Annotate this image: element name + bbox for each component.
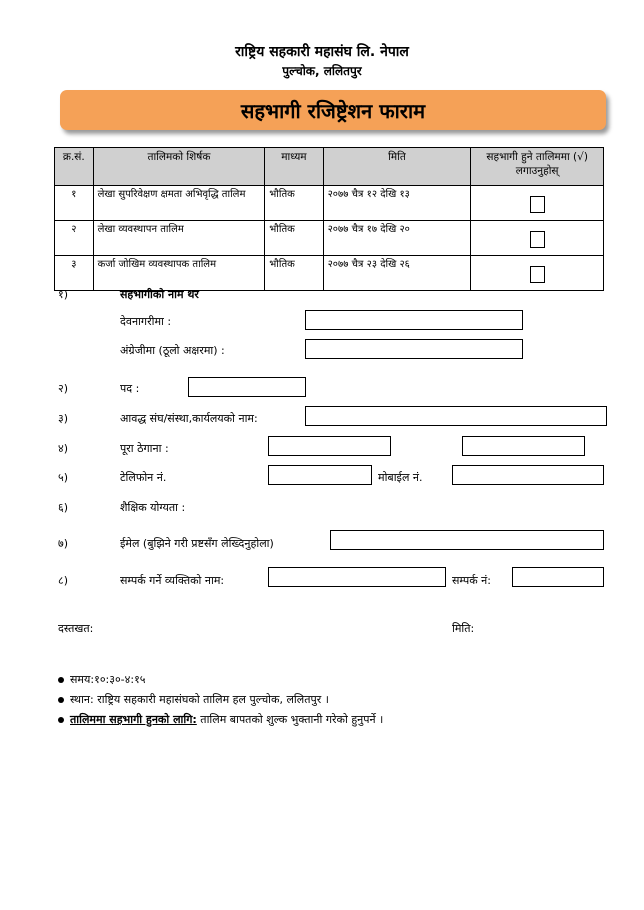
row-date: २०७७ चैत्र १२ देखि १३ bbox=[323, 186, 471, 221]
signature-label: दस्तखत: bbox=[58, 622, 94, 635]
row-sn: २ bbox=[55, 221, 94, 256]
telephone-input[interactable] bbox=[268, 465, 372, 485]
col-header-title: तालिमको शिर्षक bbox=[93, 148, 265, 186]
row-mode: भौतिक bbox=[265, 186, 323, 221]
note-place-text: स्थान: राष्ट्रिय सहकारी महासंघको तालिम हल पुल्चोक, ललितपुर । bbox=[70, 693, 329, 706]
note-place bbox=[58, 692, 329, 707]
select-checkbox[interactable] bbox=[530, 196, 545, 213]
table-row bbox=[55, 221, 604, 256]
participant-name-heading: सहभागीको नाम थर bbox=[120, 288, 199, 301]
col-header-sn: क्र.सं. bbox=[55, 148, 94, 186]
bullet-icon bbox=[58, 697, 64, 703]
bullet-icon bbox=[58, 677, 64, 683]
post-input[interactable] bbox=[188, 377, 306, 397]
education-label: शैक्षिक योग्यता : bbox=[120, 501, 186, 514]
mobile-input[interactable] bbox=[452, 465, 604, 485]
row-sn: ३ bbox=[55, 256, 94, 291]
form-title: सहभागी रजिष्ट्रेशन फाराम bbox=[240, 98, 426, 123]
col-header-select: सहभागी हुने तालिममा (√) लगाउनुहोस् bbox=[471, 148, 604, 186]
post-label: पद : bbox=[120, 382, 140, 395]
devanagari-label: देवनागरीमा : bbox=[120, 315, 172, 328]
field-number-7: ७) bbox=[58, 537, 69, 550]
row-select-cell bbox=[471, 221, 604, 256]
note-participation bbox=[58, 712, 383, 727]
row-select-cell bbox=[471, 186, 604, 221]
training-table bbox=[54, 147, 604, 291]
select-checkbox[interactable] bbox=[530, 231, 545, 248]
note-time bbox=[58, 672, 146, 687]
field-number-1: १) bbox=[58, 288, 69, 301]
contact-number-input[interactable] bbox=[512, 567, 604, 587]
row-select-cell bbox=[471, 256, 604, 291]
field-number-4: ४) bbox=[58, 442, 69, 455]
organization-name: राष्ट्रिय सहकारी महासंघ लि. नेपाल bbox=[235, 44, 409, 60]
organization-input[interactable] bbox=[305, 406, 607, 426]
organization-label: आवद्ध संघ/संस्था,कार्यलयको नाम: bbox=[120, 412, 258, 425]
field-number-6: ६) bbox=[58, 501, 69, 514]
table-row bbox=[55, 186, 604, 221]
email-input[interactable] bbox=[330, 530, 604, 550]
note-participation-label: तालिममा सहभागी हुनको लागि: bbox=[70, 713, 197, 726]
english-label: अंग्रेजीमा (ठूलो अक्षरमा) : bbox=[120, 344, 225, 357]
contact-number-label: सम्पर्क नं: bbox=[452, 574, 491, 587]
field-number-3: ३) bbox=[58, 412, 69, 425]
contact-person-input[interactable] bbox=[268, 567, 446, 587]
col-header-mode: माध्यम bbox=[265, 148, 323, 186]
date-label: मिति: bbox=[452, 622, 475, 635]
row-title: कर्जा जोखिम व्यवस्थापक तालिम bbox=[93, 256, 265, 291]
email-label: ईमेल (बुझिने गरी प्रष्टसँग लेख्दिनुहोला) bbox=[120, 537, 274, 550]
row-date: २०७७ चैत्र १७ देखि २० bbox=[323, 221, 471, 256]
row-mode: भौतिक bbox=[265, 221, 323, 256]
row-sn: १ bbox=[55, 186, 94, 221]
note-time-text: समय:१०:३०-४:१५ bbox=[70, 673, 146, 686]
address-input-1[interactable] bbox=[268, 436, 391, 456]
organization-address: पुल्चोक, ललितपुर bbox=[282, 64, 362, 78]
field-number-8: ८) bbox=[58, 574, 69, 587]
address-label: पूरा ठेगाना : bbox=[120, 442, 169, 455]
bullet-icon bbox=[58, 717, 64, 723]
row-date: २०७७ चैत्र २३ देखि २६ bbox=[323, 256, 471, 291]
col-header-date: मिति bbox=[323, 148, 471, 186]
row-mode: भौतिक bbox=[265, 256, 323, 291]
contact-person-label: सम्पर्क गर्ने व्यक्तिको नाम: bbox=[120, 574, 225, 587]
english-name-input[interactable] bbox=[305, 339, 523, 359]
mobile-label: मोबाईल नं. bbox=[378, 471, 423, 484]
select-checkbox[interactable] bbox=[530, 266, 545, 283]
table-header-row bbox=[55, 148, 604, 186]
address-input-2[interactable] bbox=[462, 436, 585, 456]
field-number-2: २) bbox=[58, 382, 69, 395]
devanagari-name-input[interactable] bbox=[305, 310, 523, 330]
note-participation-text: तालिम बापतको शुल्क भुक्तानी गरेको हुनुपर्ने । bbox=[196, 713, 384, 726]
row-title: लेखा व्यवस्थापन तालिम bbox=[93, 221, 265, 256]
telephone-label: टेलिफोन नं. bbox=[120, 471, 167, 484]
form-title-banner bbox=[60, 90, 606, 130]
row-title: लेखा सुपरिवेक्षण क्षमता अभिवृद्धि तालिम bbox=[93, 186, 265, 221]
table-row bbox=[55, 256, 604, 291]
field-number-5: ५) bbox=[58, 471, 69, 484]
